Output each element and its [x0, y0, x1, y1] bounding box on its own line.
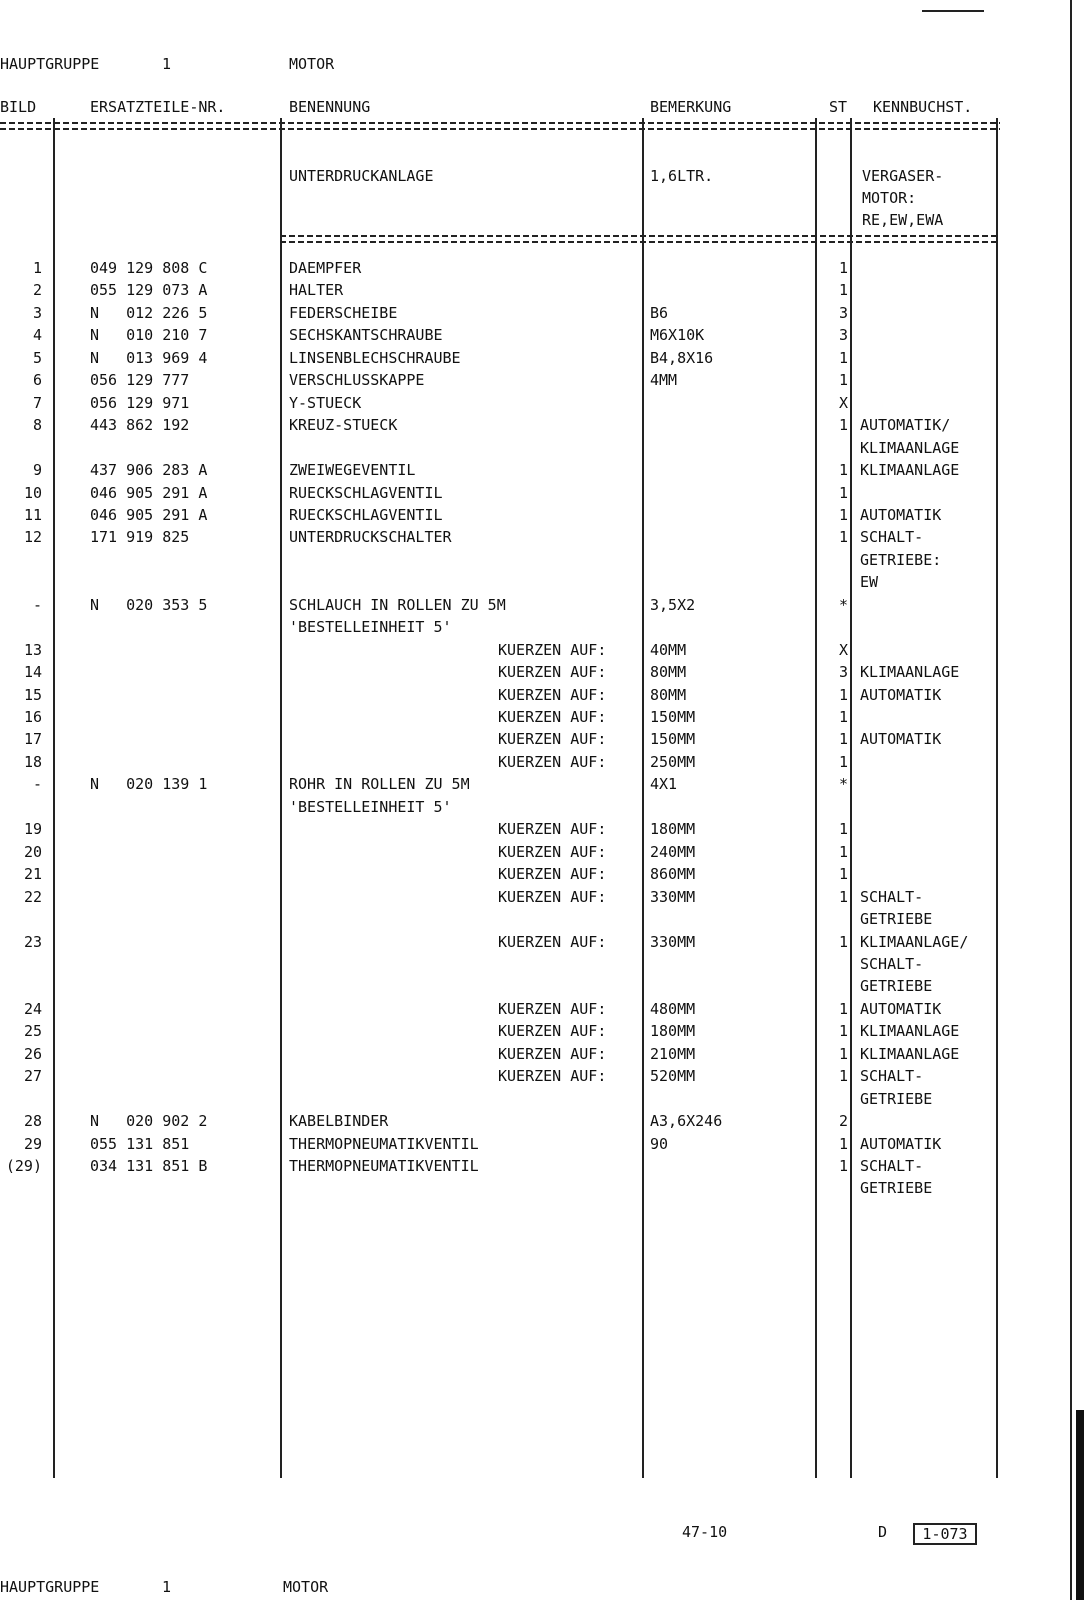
kennbuchst-cell: KLIMAANLAGE/ — [860, 932, 969, 951]
bild-cell: 11 — [23, 505, 42, 524]
part-number-cell: N 020 902 2 — [90, 1112, 208, 1131]
kennbuchst-cell: SCHALT- — [860, 954, 924, 973]
table-row — [0, 977, 1000, 997]
bemerkung-cell: 250MM — [650, 752, 696, 771]
kennbuchst-cell: KLIMAANLAGE — [860, 1022, 960, 1041]
benennung-cell: VERSCHLUSSKAPPE — [289, 371, 425, 390]
kennbuchst-cell: AUTOMATIK/ — [860, 416, 951, 435]
benennung-cell: SECHSKANTSCHRAUBE — [289, 326, 443, 345]
benennung-cell: KUERZEN AUF: — [498, 1067, 607, 1086]
bild-cell: - — [32, 775, 42, 794]
benennung-cell: 'BESTELLEINHEIT 5' — [289, 618, 452, 637]
table-row — [0, 1000, 1000, 1020]
benennung-cell: KUERZEN AUF: — [498, 999, 607, 1018]
benennung-cell: FEDERSCHEIBE — [289, 303, 398, 322]
st-cell: 1 — [838, 730, 848, 749]
table-row — [0, 843, 1000, 863]
benennung-cell: KUERZEN AUF: — [498, 865, 607, 884]
benennung-cell: KUERZEN AUF: — [498, 820, 607, 839]
st-cell: 1 — [838, 752, 848, 771]
st-cell: 1 — [838, 416, 848, 435]
bild-cell: 24 — [23, 999, 42, 1018]
bemerkung-cell: 80MM — [650, 663, 687, 682]
bild-cell: 13 — [23, 640, 42, 659]
table-row — [0, 484, 1000, 504]
kennbuchst-cell: EW — [860, 573, 879, 592]
part-number-cell: 171 919 825 — [90, 528, 190, 547]
benennung-cell: THERMOPNEUMATIKVENTIL — [289, 1157, 479, 1175]
section-kenn-line: VERGASER- — [862, 167, 944, 185]
table-row — [0, 618, 1000, 638]
benennung-cell: KUERZEN AUF: — [498, 640, 607, 659]
st-cell: 1 — [838, 842, 848, 861]
benennung-cell: KUERZEN AUF: — [498, 708, 607, 726]
bild-cell: 9 — [32, 461, 42, 480]
bemerkung-cell: M6X10K — [650, 326, 705, 345]
st-cell: 2 — [838, 1112, 848, 1131]
table-row — [0, 349, 1000, 369]
table-row — [0, 686, 1000, 706]
benennung-cell: Y-STUECK — [289, 393, 362, 412]
table-row — [0, 551, 1000, 571]
table-row — [0, 865, 1000, 885]
col-st: ST — [829, 98, 848, 116]
bemerkung-cell: B4,8X16 — [650, 348, 714, 367]
table-row — [0, 304, 1000, 324]
kennbuchst-cell: GETRIEBE — [860, 1089, 933, 1108]
st-cell: 1 — [838, 528, 848, 547]
section-kenn-line: RE,EW,EWA — [862, 211, 944, 229]
part-number-cell: 055 129 073 A — [90, 281, 208, 300]
kennbuchst-cell: GETRIEBE — [860, 977, 933, 996]
table-row — [0, 798, 1000, 818]
bild-cell: 2 — [32, 281, 42, 300]
st-cell: X — [838, 393, 848, 412]
st-cell: 3 — [838, 326, 848, 345]
st-cell: 1 — [838, 999, 848, 1018]
kennbuchst-cell: AUTOMATIK — [860, 685, 942, 704]
hauptgruppe-number: 1 — [162, 55, 172, 73]
table-row — [0, 1157, 1000, 1177]
benennung-cell: KREUZ-STUECK — [289, 416, 398, 435]
table-row — [0, 573, 1000, 593]
part-number-cell: 046 905 291 A — [90, 483, 208, 502]
table-row — [0, 1067, 1000, 1087]
bemerkung-cell: 150MM — [650, 708, 696, 726]
st-cell: 1 — [838, 1022, 848, 1041]
page-edge-shadow — [1076, 1410, 1084, 1600]
st-cell: 1 — [838, 259, 848, 277]
table-row — [0, 281, 1000, 301]
bild-cell: 27 — [23, 1067, 42, 1086]
benennung-cell: KUERZEN AUF: — [498, 887, 607, 906]
bemerkung-cell: 150MM — [650, 730, 696, 749]
benennung-cell: ROHR IN ROLLEN ZU 5M — [289, 775, 470, 794]
bild-cell: 21 — [23, 865, 42, 884]
bemerkung-cell: 860MM — [650, 865, 696, 884]
benennung-cell: KUERZEN AUF: — [498, 752, 607, 771]
kennbuchst-cell: AUTOMATIK — [860, 730, 942, 749]
benennung-cell: THERMOPNEUMATIKVENTIL — [289, 1134, 479, 1153]
benennung-cell: LINSENBLECHSCHRAUBE — [289, 348, 461, 367]
bemerkung-cell: B6 — [650, 303, 669, 322]
st-cell: 1 — [838, 708, 848, 726]
benennung-cell: KUERZEN AUF: — [498, 842, 607, 861]
part-number-cell: N 020 353 5 — [90, 595, 208, 614]
kennbuchst-cell: AUTOMATIK — [860, 505, 942, 524]
bild-cell: 23 — [23, 932, 42, 951]
table-row — [0, 259, 1000, 279]
col-bild: BILD — [0, 98, 37, 116]
bild-cell: 14 — [23, 663, 42, 682]
bemerkung-cell: 4X1 — [650, 775, 678, 794]
bild-cell: 4 — [32, 326, 42, 345]
part-number-cell: 034 131 851 B — [90, 1157, 208, 1175]
part-number-cell: N 013 969 4 — [90, 348, 208, 367]
bemerkung-cell: 330MM — [650, 932, 696, 951]
st-cell: 1 — [838, 371, 848, 390]
benennung-cell: DAEMPFER — [289, 259, 362, 277]
table-row — [0, 933, 1000, 953]
table-row — [0, 371, 1000, 391]
table-row — [0, 955, 1000, 975]
benennung-cell: ZWEIWEGEVENTIL — [289, 461, 416, 480]
benennung-cell: KUERZEN AUF: — [498, 1022, 607, 1041]
bild-cell: 26 — [23, 1044, 42, 1063]
section-separator — [280, 235, 1000, 243]
st-cell: 1 — [838, 461, 848, 480]
kennbuchst-cell: KLIMAANLAGE — [860, 1044, 960, 1063]
hauptgruppe-name: MOTOR — [289, 55, 335, 73]
bemerkung-cell: 240MM — [650, 842, 696, 861]
benennung-cell: KUERZEN AUF: — [498, 1044, 607, 1063]
st-cell: 1 — [838, 865, 848, 884]
st-cell: 1 — [838, 887, 848, 906]
table-row — [0, 1045, 1000, 1065]
benennung-cell: KUERZEN AUF: — [498, 685, 607, 704]
page-edge — [1070, 0, 1084, 1600]
bild-cell: 18 — [23, 752, 42, 771]
kennbuchst-cell: SCHALT- — [860, 528, 924, 547]
benennung-cell: KUERZEN AUF: — [498, 730, 607, 749]
table-row — [0, 888, 1000, 908]
bemerkung-cell: 40MM — [650, 640, 687, 659]
bemerkung-cell: 210MM — [650, 1044, 696, 1063]
benennung-cell: UNTERDRUCKSCHALTER — [289, 528, 452, 547]
col-bemerkung: BEMERKUNG — [650, 98, 732, 116]
hauptgruppe-label: HAUPTGRUPPE — [0, 55, 100, 73]
part-number-cell: 437 906 283 A — [90, 461, 208, 480]
bemerkung-cell: 4MM — [650, 371, 678, 390]
st-cell: 1 — [838, 1067, 848, 1086]
kennbuchst-cell: SCHALT- — [860, 1067, 924, 1086]
kennbuchst-cell: AUTOMATIK — [860, 1134, 942, 1153]
st-cell: 1 — [838, 932, 848, 951]
st-cell: X — [838, 640, 848, 659]
bild-cell: 7 — [32, 393, 42, 412]
st-cell: 3 — [838, 303, 848, 322]
table-row — [0, 753, 1000, 773]
table-row — [0, 439, 1000, 459]
section-benennung: UNTERDRUCKANLAGE — [289, 167, 434, 185]
next-hauptgruppe-number: 1 — [162, 1578, 172, 1596]
benennung-cell: SCHLAUCH IN ROLLEN ZU 5M — [289, 595, 506, 614]
bemerkung-cell: 3,5X2 — [650, 595, 696, 614]
bemerkung-cell: 180MM — [650, 820, 696, 839]
bemerkung-cell: 90 — [650, 1134, 669, 1153]
table-row — [0, 506, 1000, 526]
st-cell: * — [838, 775, 848, 794]
part-number-cell: 056 129 777 — [90, 371, 190, 390]
table-row — [0, 730, 1000, 750]
table-row — [0, 416, 1000, 436]
kennbuchst-cell: KLIMAANLAGE — [860, 461, 960, 480]
section-bemerkung: 1,6LTR. — [650, 167, 714, 185]
table-row — [0, 641, 1000, 661]
bemerkung-cell: 180MM — [650, 1022, 696, 1041]
section-kenn-line: MOTOR: — [862, 189, 917, 207]
bild-cell: 20 — [23, 842, 42, 861]
table-row — [0, 461, 1000, 481]
st-cell: 3 — [838, 663, 848, 682]
st-cell: 1 — [838, 820, 848, 839]
bemerkung-cell: 480MM — [650, 999, 696, 1018]
kennbuchst-cell: GETRIEBE: — [860, 550, 942, 569]
part-number-cell: 056 129 971 — [90, 393, 190, 412]
benennung-cell: RUECKSCHLAGVENTIL — [289, 483, 443, 502]
table-row — [0, 596, 1000, 616]
kennbuchst-cell: GETRIEBE — [860, 910, 933, 929]
part-number-cell: N 010 210 7 — [90, 326, 208, 345]
bild-cell: 29 — [23, 1134, 42, 1153]
bild-cell: 1 — [32, 259, 42, 277]
part-number-cell: 055 131 851 — [90, 1134, 190, 1153]
st-cell: 1 — [838, 281, 848, 300]
bild-cell: 22 — [23, 887, 42, 906]
bild-cell: 5 — [32, 348, 42, 367]
table-row — [0, 1135, 1000, 1155]
page-number-box: 1-073 — [913, 1523, 977, 1545]
table-row — [0, 910, 1000, 930]
table-row — [0, 1179, 1000, 1199]
table-row — [0, 1090, 1000, 1110]
bild-cell: 3 — [32, 303, 42, 322]
kennbuchst-cell: KLIMAANLAGE — [860, 438, 960, 457]
part-number-cell: 443 862 192 — [90, 416, 190, 435]
table-row — [0, 326, 1000, 346]
bild-cell: 25 — [23, 1022, 42, 1041]
part-number-cell: N 012 226 5 — [90, 303, 208, 322]
benennung-cell: KUERZEN AUF: — [498, 663, 607, 682]
bemerkung-cell: A3,6X246 — [650, 1112, 723, 1131]
bild-cell: 10 — [23, 483, 42, 502]
table-row — [0, 1112, 1000, 1132]
bild-cell: 19 — [23, 820, 42, 839]
next-hauptgruppe-name: MOTOR — [283, 1578, 329, 1596]
bild-cell: 8 — [32, 416, 42, 435]
bemerkung-cell: 80MM — [650, 685, 687, 704]
st-cell: 1 — [838, 1134, 848, 1153]
kennbuchst-cell: KLIMAANLAGE — [860, 663, 960, 682]
st-cell: 1 — [838, 685, 848, 704]
bemerkung-cell: 520MM — [650, 1067, 696, 1086]
st-cell: 1 — [838, 1157, 848, 1175]
part-number-cell: 046 905 291 A — [90, 505, 208, 524]
benennung-cell: RUECKSCHLAGVENTIL — [289, 505, 443, 524]
benennung-cell: KABELBINDER — [289, 1112, 389, 1131]
col-ersatzteile-nr: ERSATZTEILE-NR. — [90, 98, 226, 116]
part-number-cell: 049 129 808 C — [90, 259, 208, 277]
page-reference: 47-10 — [682, 1523, 728, 1541]
st-cell: * — [838, 595, 848, 614]
top-rule — [922, 10, 984, 12]
table-row — [0, 1022, 1000, 1042]
table-row — [0, 528, 1000, 548]
table-row — [0, 708, 1000, 728]
st-cell: 1 — [838, 483, 848, 502]
bild-cell: 12 — [23, 528, 42, 547]
benennung-cell: KUERZEN AUF: — [498, 932, 607, 951]
st-cell: 1 — [838, 1044, 848, 1063]
kennbuchst-cell: SCHALT- — [860, 887, 924, 906]
kennbuchst-cell: SCHALT- — [860, 1157, 924, 1175]
col-benennung: BENENNUNG — [289, 98, 371, 116]
bild-cell: 16 — [23, 708, 42, 726]
page-letter: D — [878, 1523, 888, 1541]
bild-cell: 15 — [23, 685, 42, 704]
part-number-cell: N 020 139 1 — [90, 775, 208, 794]
table-row — [0, 394, 1000, 414]
st-cell: 1 — [838, 505, 848, 524]
bild-cell: 6 — [32, 371, 42, 390]
benennung-cell: 'BESTELLEINHEIT 5' — [289, 797, 452, 816]
table-row — [0, 775, 1000, 795]
col-kennbuchst: KENNBUCHST. — [873, 98, 973, 116]
st-cell: 1 — [838, 348, 848, 367]
bild-cell: 28 — [23, 1112, 42, 1131]
kennbuchst-cell: GETRIEBE — [860, 1179, 933, 1198]
benennung-cell: HALTER — [289, 281, 344, 300]
bild-cell: - — [32, 595, 42, 614]
kennbuchst-cell: AUTOMATIK — [860, 999, 942, 1018]
bild-cell: (29) — [5, 1157, 42, 1175]
table-row — [0, 820, 1000, 840]
bemerkung-cell: 330MM — [650, 887, 696, 906]
table-row — [0, 663, 1000, 683]
bild-cell: 17 — [23, 730, 42, 749]
next-hauptgruppe-label: HAUPTGRUPPE — [0, 1578, 100, 1596]
